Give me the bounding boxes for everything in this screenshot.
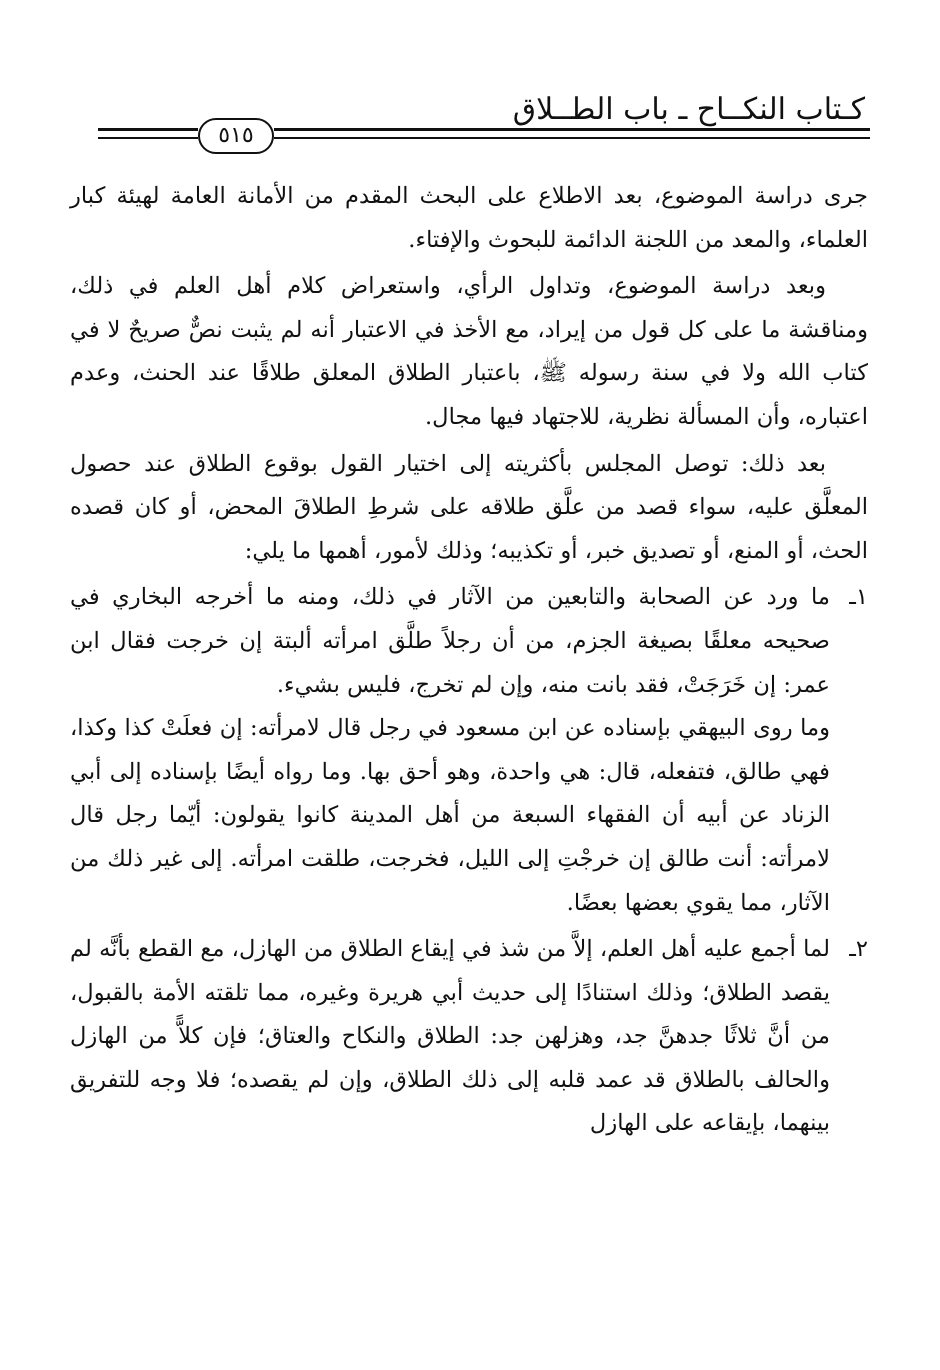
list-item-number: ٢ـ bbox=[849, 936, 868, 963]
list-item-body bbox=[70, 576, 830, 925]
list-item-text: وما روى البيهقي بإسناده عن ابن مسعود في رجل قال لامرأته: إن فعلَتْ كذا وكذا، فهي طالق، فتفعله، قال: هي واحدة، وهو أحق بها. وما رواه أيضًا بإسناده إلى أبي الزناد عن أبيه أن الفقهاء السبعة من أهل المدينة كانوا يقولون: أيّما رجل قال لامرأته: أنت طالق إن خرجْتِ إلى الليل، فخرجت، طلقت امرأته. إلى غير ذلك من الآثار، مما يقوي بعضها بعضًا. bbox=[70, 715, 830, 916]
header-rule-right-top bbox=[274, 128, 870, 131]
page-number: ٥١٥ bbox=[198, 118, 274, 154]
header-rule-left-top bbox=[98, 128, 198, 131]
list-item bbox=[70, 928, 868, 1146]
running-header-title: كـتاب النكــاح ـ باب الطــلاق bbox=[512, 92, 865, 127]
list-item-text: لما أجمع عليه أهل العلم، إلاَّ من شذ في إيقاع الطلاق من الهازل، مع القطع بأنَّه لم يقصد الطلاق؛ وذلك استنادًا إلى حديث أبي هريرة وغيره، مما تلقته الأمة بالقبول، من أنَّ ثلاثًا جدهنَّ جد، وهزلهن جد: الطلاق والنكاح والعتاق؛ فإن كلاًّ من الهازل والحالف بالطلاق قد عمد قلبه إلى ذلك الطلاق، وإن لم يقصده؛ فلا وجه للتفريق بينهما، بإيقاعه على الهازل bbox=[70, 936, 830, 1137]
header-rule-left-bottom bbox=[98, 137, 198, 139]
list-item bbox=[70, 576, 868, 925]
list-item-number: ١ـ bbox=[849, 584, 868, 611]
paragraph-study: وبعد دراسة الموضوع، وتداول الرأي، واستعراض كلام أهل العلم في ذلك، ومناقشة ما على كل قول من إيراد، مع الأخذ في الاعتبار أنه لم يثبت نصٌّ صريحٌ لا في كتاب الله ولا في سنة رسوله ﷺ، باعتبار الطلاق المعلق طلاقًا عند الحنث، وعدم اعتباره، وأن المسألة نظرية، للاجتهاد فيها مجال. bbox=[70, 273, 868, 430]
page-body bbox=[70, 175, 868, 1146]
paragraph-decision: بعد ذلك: توصل المجلس بأكثريته إلى اختيار القول بوقوع الطلاق عند حصول المعلَّق عليه، سواء قصد من علَّق طلاقه على شرطِ الطلاقَ المحض، أو كان قصده الحث، أو المنع، أو تصديق خبر، أو تكذيبه؛ وذلك لأمور، أهمها ما يلي: bbox=[70, 450, 868, 564]
list-item-text: ما ورد عن الصحابة والتابعين من الآثار في ذلك، ومنه ما أخرجه البخاري في صحيحه معلقًا بصيغة الجزم، من أن رجلاً طلَّق امرأته ألبتة إن خرجت فقال ابن عمر: إن خَرَجَتْ، فقد بانت منه، وإن لم تخرج، فليس بشيء. bbox=[70, 584, 830, 698]
header-rule-right-bottom bbox=[274, 137, 870, 139]
list-item-body bbox=[70, 928, 830, 1146]
paragraph-intro: جرى دراسة الموضوع، بعد الاطلاع على البحث المقدم من الأمانة العامة لهيئة كبار العلماء، والمعد من اللجنة الدائمة للبحوث والإفتاء. bbox=[70, 183, 868, 253]
